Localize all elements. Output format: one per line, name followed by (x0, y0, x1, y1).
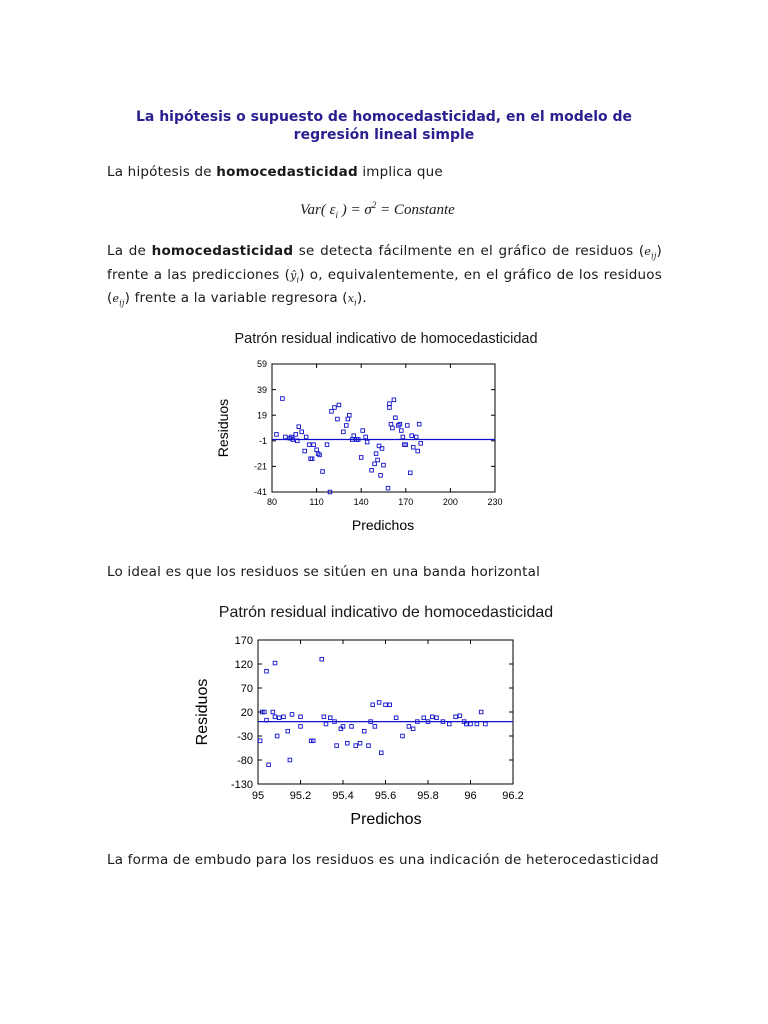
chart1-data-point (410, 434, 414, 438)
chart1-residual-plot (200, 352, 520, 542)
chart1-data-point (294, 433, 298, 437)
chart2-data-point (447, 722, 451, 726)
chart2-data-point (258, 739, 262, 743)
chart2-x-tick-label: 95.2 (289, 790, 312, 802)
chart2-data-point (379, 751, 383, 755)
chart2-data-point (377, 701, 381, 705)
chart2-y-tick-label: -30 (237, 730, 253, 743)
chart2-data-point (290, 713, 294, 717)
chart2-y-tick-label: 70 (240, 682, 253, 695)
chart1-data-point (411, 445, 415, 449)
chart1-data-point (388, 406, 392, 410)
chart1-x-tick-label: 140 (353, 497, 369, 507)
chart1-data-point (346, 417, 350, 421)
chart2-data-point (299, 725, 303, 729)
chart1-data-point (374, 452, 378, 456)
chart1-data-point (330, 410, 334, 414)
chart2-data-point (265, 669, 269, 673)
chart2-title: Patrón residual indicativo de homocedasticidad (218, 604, 554, 621)
chart1-data-point (321, 470, 325, 474)
document-title: La hipótesis o supuesto de homocedasticidad, en el modelo de regresión lineal simple (135, 109, 633, 143)
chart2-data-point (299, 715, 303, 719)
chart1-data-point (392, 398, 396, 402)
chart2-data-point (435, 716, 439, 720)
chart1-y-tick-label: 39 (256, 384, 267, 395)
chart2-data-point (454, 715, 458, 719)
chart2-x-tick-label: 95.8 (417, 790, 439, 802)
chart1-data-point (348, 413, 352, 417)
chart2-data-point (475, 722, 479, 726)
chart1-data-point (394, 416, 398, 420)
chart2-x-tick-label: 95.4 (332, 790, 354, 802)
chart1-title: Patrón residual indicativo de homocedasticidad (234, 331, 538, 347)
chart2-x-tick-label: 96.2 (502, 790, 524, 802)
chart1-data-point (400, 429, 404, 433)
chart1-data-point (345, 424, 349, 428)
paragraph-banda-horizontal: Lo ideal es que los residuos se sitúen en una banda horizontal (107, 564, 541, 580)
chart2-data-point (371, 703, 375, 707)
chart2-data-point (273, 661, 277, 665)
chart1-y-axis-label: Residuos (215, 398, 231, 458)
chart2-data-point (320, 657, 324, 661)
chart1-data-point (284, 435, 288, 439)
chart1-data-point (416, 449, 420, 453)
chart1-data-point (365, 440, 369, 444)
chart2-data-point (407, 725, 411, 729)
chart1-data-point (388, 402, 392, 406)
chart2-x-tick-label: 95 (251, 790, 265, 802)
chart1-y-tick-label: -21 (253, 461, 267, 472)
chart1-x-tick-label: 230 (487, 497, 503, 507)
chart2-y-tick-label: 170 (234, 634, 253, 647)
chart1-data-point (307, 443, 311, 447)
chart2-x-tick-label: 96 (464, 790, 477, 802)
chart2-data-point (345, 741, 349, 745)
chart1-data-point (419, 442, 423, 446)
chart1-data-point (370, 468, 374, 472)
chart1-data-point (359, 456, 363, 460)
chart1-y-tick-label: 19 (256, 410, 267, 421)
chart1-data-point (379, 474, 383, 478)
chart2-data-point (479, 710, 483, 714)
chart1-data-point (408, 471, 412, 475)
chart2-y-axis-label: Residuos (194, 678, 211, 746)
chart2-data-point (401, 734, 405, 738)
chart2-data-point (354, 744, 358, 748)
chart2-data-point (367, 744, 371, 748)
chart1-data-point (417, 422, 421, 426)
chart1-data-point (373, 462, 377, 466)
chart1-data-point (337, 403, 341, 407)
chart1-data-point (333, 406, 337, 410)
chart1-x-tick-label: 110 (309, 497, 324, 507)
chart2-data-point (324, 722, 328, 726)
chart1-y-tick-label: -1 (258, 435, 267, 446)
chart1-data-point (281, 397, 285, 401)
chart2-data-point (282, 715, 286, 719)
chart2-data-point (469, 722, 473, 726)
chart1-data-point (382, 463, 386, 467)
chart1-data-point (300, 430, 304, 434)
chart1-data-point (405, 424, 409, 428)
chart2-data-point (275, 734, 279, 738)
chart1-y-tick-label: -41 (253, 487, 267, 498)
chart1-data-point (376, 458, 380, 462)
chart2-x-tick-label: 95.6 (374, 790, 397, 802)
chart2-data-point (358, 741, 362, 745)
chart1-x-tick-label: 200 (442, 497, 458, 507)
chart1-data-point (304, 435, 308, 439)
chart1-x-tick-label: 80 (266, 497, 278, 507)
chart1-data-point (342, 430, 346, 434)
chart2-data-point (388, 703, 392, 707)
chart2-data-point (384, 703, 388, 707)
chart2-data-point (484, 722, 488, 726)
chart2-data-point (271, 710, 275, 714)
chart2-data-point (458, 714, 462, 718)
chart1-x-tick-label: 170 (398, 497, 414, 507)
chart2-data-point (422, 716, 426, 720)
chart2-plot-frame (258, 640, 513, 784)
chart1-data-point (391, 426, 395, 430)
chart2-data-point (288, 758, 292, 762)
chart1-data-point (414, 435, 418, 439)
chart2-data-point (411, 727, 415, 731)
chart2-x-axis-label: Predichos (350, 811, 422, 828)
chart1-data-point (325, 443, 329, 447)
chart2-data-point (286, 729, 290, 733)
chart1-data-point (361, 429, 365, 433)
chart2-data-point (394, 716, 398, 720)
variance-formula: Var( $\varepsilon_i$ ) = $\sigma^2$ = Constante (300, 200, 455, 220)
chart2-data-point (322, 715, 326, 719)
chart1-data-point (336, 417, 340, 421)
chart1-plot-frame (272, 364, 495, 492)
chart1-data-point (401, 435, 405, 439)
chart1-data-point (275, 433, 279, 437)
paragraph-homocedasticidad-definicion: La hipótesis de homocedasticidad implica que (107, 164, 443, 180)
paragraph-deteccion: La de homocedasticidad se detecta fácilmente en el gráfico de residuos $(e_{ij})$ frente a las predicciones $(ŷ_i)$ o, equivalentemente, en el gráfico de los residuos $(e_{ij})$ frente a la variable regresora $(x_i)$. (107, 243, 663, 309)
chart2-data-point (430, 715, 434, 719)
chart2-y-tick-label: 20 (240, 706, 253, 719)
chart2-data-point (267, 763, 271, 767)
chart1-data-point (386, 486, 390, 490)
chart2-data-point (373, 725, 377, 729)
paragraph-embudo: La forma de embudo para los residuos es una indicación de heterocedasticidad (107, 852, 659, 868)
chart2-data-point (362, 729, 366, 733)
chart2-y-tick-label: -80 (237, 754, 253, 767)
chart1-data-point (315, 448, 319, 452)
chart2-data-point (273, 715, 277, 719)
chart1-data-point (312, 443, 316, 447)
chart1-data-point (297, 425, 301, 429)
chart1-data-point (389, 422, 393, 426)
chart2-residual-plot (185, 628, 535, 833)
chart2-y-tick-label: -130 (230, 778, 253, 791)
chart1-data-point (303, 449, 307, 453)
chart1-data-point (364, 435, 368, 439)
chart2-data-point (277, 716, 281, 720)
chart1-y-tick-label: 59 (256, 359, 267, 370)
chart2-data-point (328, 716, 332, 720)
chart2-data-point (335, 744, 339, 748)
chart2-data-point (350, 725, 354, 729)
chart2-y-tick-label: 120 (234, 658, 253, 671)
chart1-x-axis-label: Predichos (351, 517, 415, 533)
chart1-data-point (352, 434, 356, 438)
